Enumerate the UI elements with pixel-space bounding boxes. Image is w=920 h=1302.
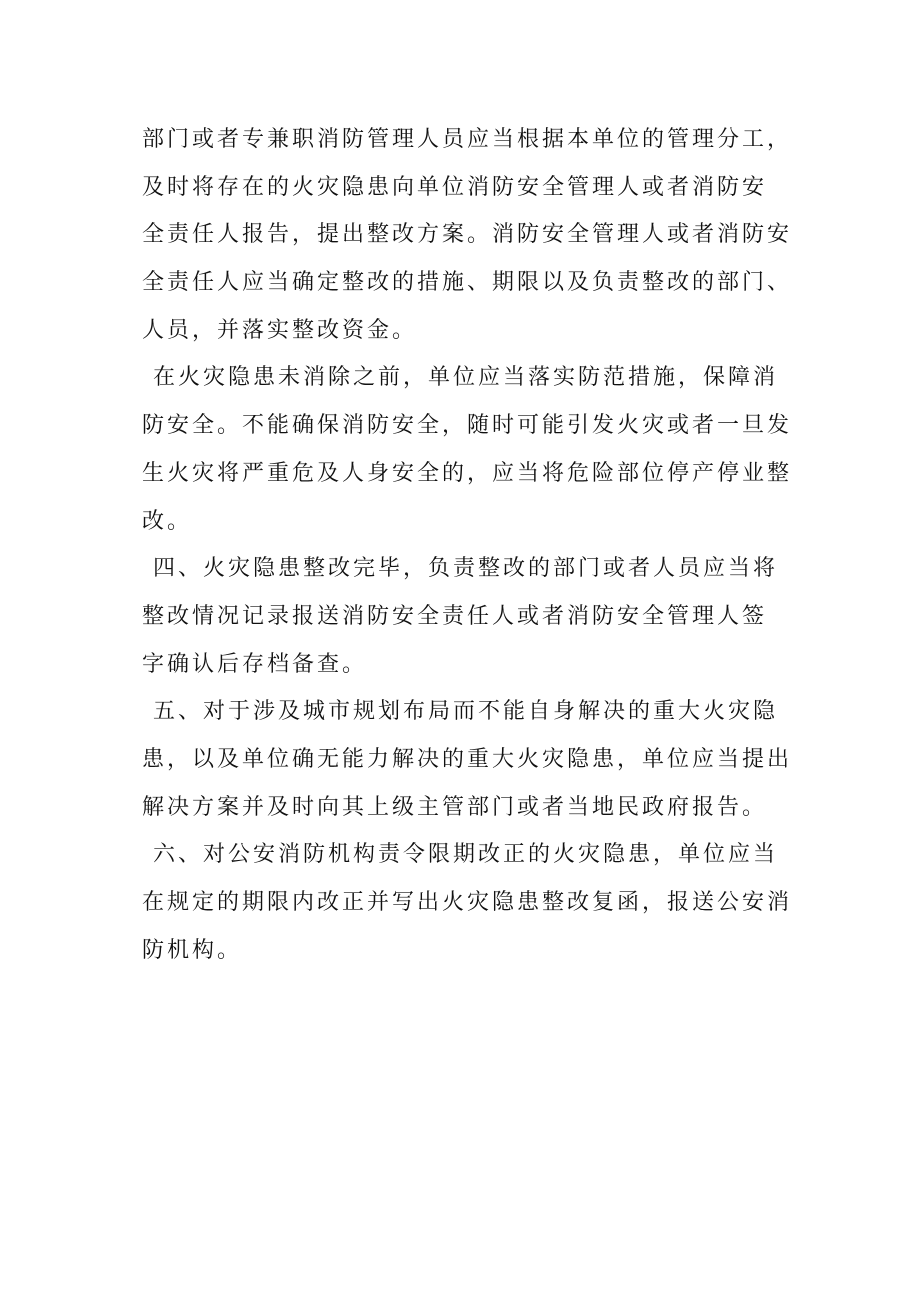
text-line: 部门或者专兼职消防管理人员应当根据本单位的管理分工，	[142, 127, 793, 152]
text-line: 解决方案并及时向其上级主管部门或者当地民政府报告。	[142, 794, 768, 820]
text-line: 五、对于涉及城市规划布局而不能自身解决的重大火灾隐	[153, 699, 779, 725]
text-line: 全责任人报告，提出整改方案。消防安全管理人或者消防安	[142, 222, 793, 248]
paragraph-item-five	[142, 688, 802, 831]
text-line: 整改情况记录报送消防安全责任人或者消防安全管理人签	[142, 603, 768, 629]
document-body	[142, 116, 802, 974]
text-line: 字确认后存档备查。	[142, 651, 368, 677]
text-line: 患，以及单位确无能力解决的重大火灾隐患，单位应当提出	[142, 746, 793, 772]
paragraph-rectification-reporting	[142, 116, 802, 354]
text-line: 四、火灾隐患整改完毕，负责整改的部门或者人员应当将	[153, 556, 779, 582]
text-line: 人员，并落实整改资金。	[142, 317, 418, 343]
text-line: 生火灾将严重危及人身安全的，应当将危险部位停产停业整	[142, 460, 793, 486]
text-line: 改。	[142, 508, 193, 534]
text-line: 防机构。	[142, 937, 243, 963]
paragraph-item-six	[142, 831, 802, 974]
text-line: 在规定的期限内改正并写出火灾隐患整改复函，报送公安消	[142, 890, 793, 915]
paragraph-item-four	[142, 545, 802, 688]
text-line: 防安全。不能确保消防安全，随时可能引发火灾或者一旦发	[142, 413, 793, 439]
text-line: 在火灾隐患未消除之前，单位应当落实防范措施，保障消	[153, 365, 779, 391]
text-line: 及时将存在的火灾隐患向单位消防安全管理人或者消防安	[142, 174, 768, 200]
text-line: 六、对公安消防机构责令限期改正的火灾隐患，单位应当	[153, 842, 779, 868]
paragraph-preventive-measures	[142, 354, 802, 545]
text-line: 全责任人应当确定整改的措施、期限以及负责整改的部门、	[142, 270, 793, 296]
